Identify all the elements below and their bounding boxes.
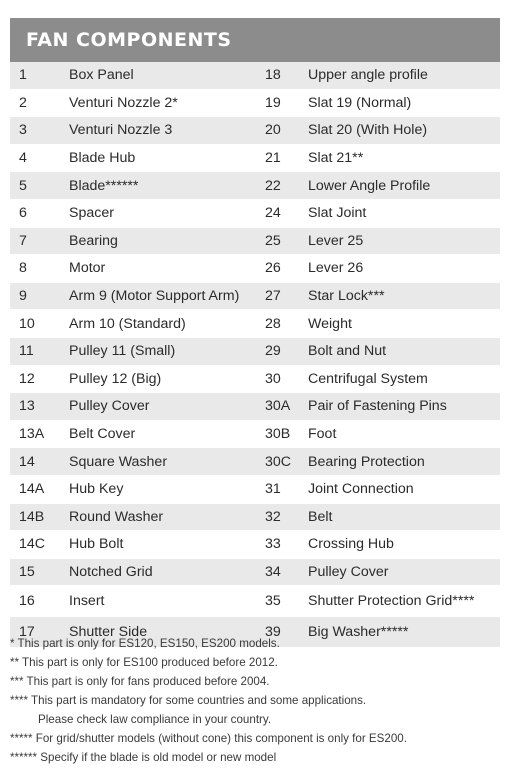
table-row <box>10 117 500 145</box>
footnote: **** This part is mandatory for some countries and some applications. <box>10 694 367 707</box>
part-name: Lower Angle Profile <box>308 172 500 200</box>
part-name: Venturi Nozzle 3 <box>69 117 265 145</box>
part-name: Pulley 11 (Small) <box>69 338 265 366</box>
table-row <box>10 421 500 449</box>
part-name: Belt <box>308 504 500 532</box>
part-name: Insert <box>69 586 265 617</box>
part-number: 5 <box>10 172 69 200</box>
part-number: 3 <box>10 117 69 145</box>
table-row <box>10 228 500 256</box>
part-name: Pulley Cover <box>308 559 500 587</box>
part-number: 28 <box>265 310 308 338</box>
part-number: 31 <box>265 476 308 504</box>
part-name: Weight <box>308 310 500 338</box>
part-name: Spacer <box>69 200 265 228</box>
part-number: 4 <box>10 145 69 173</box>
part-name: Slat 21** <box>308 145 500 173</box>
part-number: 14C <box>10 531 69 559</box>
part-number: 34 <box>265 559 308 587</box>
table-row <box>10 393 500 421</box>
part-name: Venturi Nozzle 2* <box>69 90 265 118</box>
footnote: ** This part is only for ES100 produced before 2012. <box>10 656 278 669</box>
part-name: Shutter Protection Grid**** <box>308 586 500 617</box>
part-name: Notched Grid <box>69 559 265 587</box>
part-number: 21 <box>265 145 308 173</box>
table-row <box>10 531 500 559</box>
part-number: 11 <box>10 338 69 366</box>
table-row <box>10 448 500 476</box>
part-number: 29 <box>265 338 308 366</box>
part-number: 19 <box>265 90 308 118</box>
part-number: 26 <box>265 255 308 283</box>
part-number: 13 <box>10 393 69 421</box>
part-number: 30C <box>265 448 308 476</box>
part-number: 1 <box>10 62 69 90</box>
table-row <box>10 200 500 228</box>
footnote: Please check law compliance in your country. <box>38 713 272 726</box>
part-number: 16 <box>10 586 69 617</box>
table-row <box>10 310 500 338</box>
table-row <box>10 255 500 283</box>
part-number: 14A <box>10 476 69 504</box>
part-name: Hub Bolt <box>69 531 265 559</box>
table-row <box>10 366 500 394</box>
table-row <box>10 283 500 311</box>
part-number: 33 <box>265 531 308 559</box>
part-name: Arm 10 (Standard) <box>69 310 265 338</box>
footnote: * This part is only for ES120, ES150, ES200 models. <box>10 637 280 650</box>
part-name: Pulley 12 (Big) <box>69 366 265 394</box>
fan-components-panel <box>10 18 500 648</box>
part-number: 9 <box>10 283 69 311</box>
part-number: 35 <box>265 586 308 617</box>
part-name: Pulley Cover <box>69 393 265 421</box>
part-name: Round Washer <box>69 504 265 532</box>
part-number: 22 <box>265 172 308 200</box>
footnote: *** This part is only for fans produced before 2004. <box>10 675 270 688</box>
part-name: Slat Joint <box>308 200 500 228</box>
part-name: Bolt and Nut <box>308 338 500 366</box>
part-name: Blade Hub <box>69 145 265 173</box>
table-row <box>10 586 500 617</box>
part-name: Lever 25 <box>308 228 500 256</box>
table-row <box>10 504 500 532</box>
part-name: Bearing Protection <box>308 448 500 476</box>
footnotes <box>10 634 505 767</box>
part-name: Hub Key <box>69 476 265 504</box>
table-row <box>10 145 500 173</box>
table-row <box>10 172 500 200</box>
part-name: Slat 19 (Normal) <box>308 90 500 118</box>
part-name: Pair of Fastening Pins <box>308 393 500 421</box>
table-row <box>10 90 500 118</box>
part-name: Big Washer***** <box>308 617 500 648</box>
part-number: 14 <box>10 448 69 476</box>
part-name: Motor <box>69 255 265 283</box>
part-number: 17 <box>10 617 69 648</box>
part-name: Shutter Side <box>69 617 265 648</box>
part-name: Belt Cover <box>69 421 265 449</box>
panel-title: FAN COMPONENTS <box>10 18 500 62</box>
part-number: 7 <box>10 228 69 256</box>
table-row <box>10 338 500 366</box>
part-name: Lever 26 <box>308 255 500 283</box>
part-number: 12 <box>10 366 69 394</box>
part-number: 13A <box>10 421 69 449</box>
part-name: Slat 20 (With Hole) <box>308 117 500 145</box>
part-name: Foot <box>308 421 500 449</box>
footnote: ****** Specify if the blade is old model or new model <box>10 751 277 764</box>
table-row <box>10 476 500 504</box>
part-name: Blade****** <box>69 172 265 200</box>
table-row <box>10 559 500 587</box>
part-name: Centrifugal System <box>308 366 500 394</box>
part-number: 25 <box>265 228 308 256</box>
part-name: Upper angle profile <box>308 62 500 90</box>
part-number: 27 <box>265 283 308 311</box>
part-number: 14B <box>10 504 69 532</box>
part-name: Star Lock*** <box>308 283 500 311</box>
part-number: 30B <box>265 421 308 449</box>
part-number: 8 <box>10 255 69 283</box>
part-name: Bearing <box>69 228 265 256</box>
part-name: Box Panel <box>69 62 265 90</box>
part-number: 20 <box>265 117 308 145</box>
part-number: 39 <box>265 617 308 648</box>
part-number: 30 <box>265 366 308 394</box>
table-row <box>10 62 500 90</box>
footnote: ***** For grid/shutter models (without cone) this component is only for ES200. <box>10 732 407 745</box>
part-number: 30A <box>265 393 308 421</box>
part-number: 15 <box>10 559 69 587</box>
components-table <box>10 62 500 648</box>
part-number: 24 <box>265 200 308 228</box>
part-number: 10 <box>10 310 69 338</box>
part-name: Joint Connection <box>308 476 500 504</box>
part-number: 2 <box>10 90 69 118</box>
part-number: 18 <box>265 62 308 90</box>
part-number: 32 <box>265 504 308 532</box>
part-number: 6 <box>10 200 69 228</box>
part-name: Crossing Hub <box>308 531 500 559</box>
part-name: Square Washer <box>69 448 265 476</box>
part-name: Arm 9 (Motor Support Arm) <box>69 283 265 311</box>
